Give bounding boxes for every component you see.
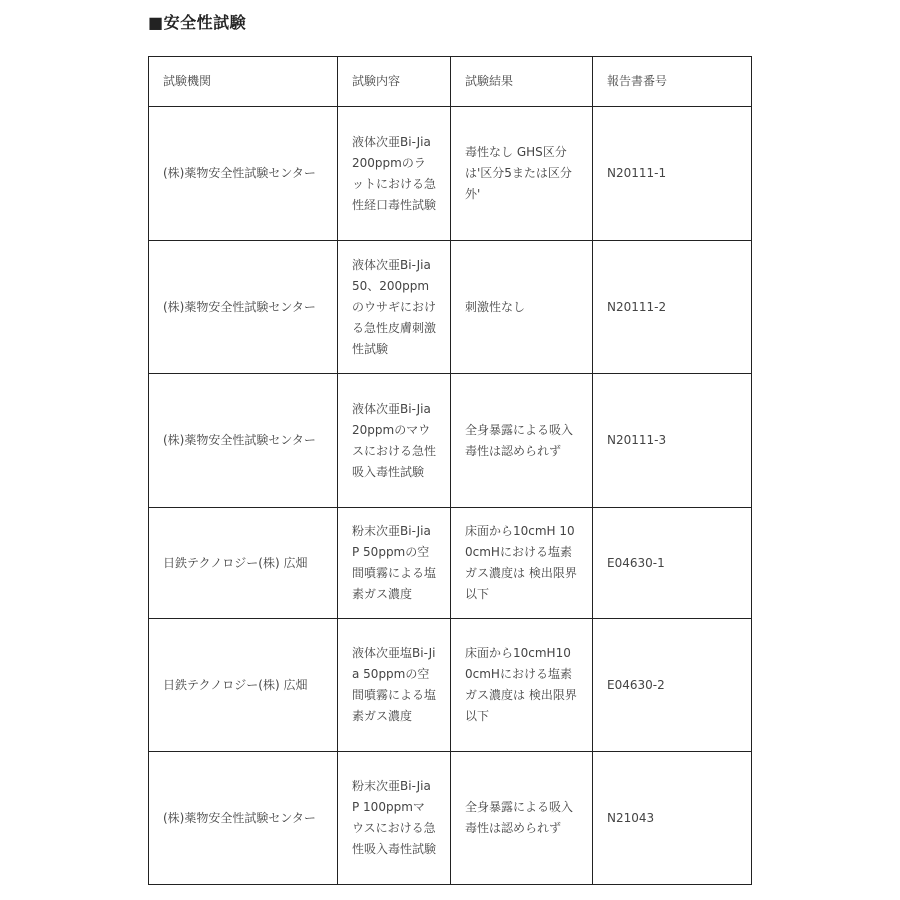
cell-report-number: N20111-2 (593, 241, 752, 374)
cell-organization: (株)薬物安全性試験センター (149, 374, 338, 508)
header-test-result: 試験結果 (451, 57, 593, 107)
table-row (149, 619, 752, 752)
cell-organization: (株)薬物安全性試験センター (149, 241, 338, 374)
cell-result: 全身暴露による吸入毒性は認められず (451, 374, 593, 508)
cell-content: 液体次亜Bi-Jia20ppmのマウスにおける急性吸入毒性試験 (338, 374, 451, 508)
cell-organization: 日鉄テクノロジー(株) 広畑 (149, 508, 338, 619)
safety-test-table (148, 56, 752, 885)
table-row (149, 374, 752, 508)
cell-report-number: N20111-3 (593, 374, 752, 508)
header-test-organization: 試験機関 (149, 57, 338, 107)
cell-result: 全身暴露による吸入毒性は認められず (451, 752, 593, 885)
table-header-row (149, 57, 752, 107)
header-test-content: 試験内容 (338, 57, 451, 107)
cell-content: 液体次亜塩Bi-Jia 50ppmの空間噴霧による塩素ガス濃度 (338, 619, 451, 752)
cell-report-number: E04630-2 (593, 619, 752, 752)
cell-content: 粉末次亜Bi-Jia P 100ppmマウスにおける急性吸入毒性試験 (338, 752, 451, 885)
cell-content: 液体次亜Bi-Jia 200ppmのラットにおける急性経口毒性試験 (338, 107, 451, 241)
cell-result: 床面から10cmH100cmHにおける塩素ガス濃度は 検出限界以下 (451, 619, 593, 752)
table-row (149, 107, 752, 241)
cell-result: 毒性なし GHS区分は'区分5または区分外' (451, 107, 593, 241)
cell-organization: 日鉄テクノロジー(株) 広畑 (149, 619, 338, 752)
cell-result: 刺激性なし (451, 241, 593, 374)
table-row (149, 508, 752, 619)
table-row (149, 241, 752, 374)
cell-organization: (株)薬物安全性試験センター (149, 107, 338, 241)
cell-result: 床面から10cmH 100cmHにおける塩素ガス濃度は 検出限界以下 (451, 508, 593, 619)
cell-report-number: E04630-1 (593, 508, 752, 619)
cell-content: 液体次亜Bi-Jia 50、200ppmのウサギにおける急性皮膚刺激性試験 (338, 241, 451, 374)
section-title: ■安全性試験 (148, 13, 247, 32)
cell-report-number: N21043 (593, 752, 752, 885)
cell-report-number: N20111-1 (593, 107, 752, 241)
header-report-number: 報告書番号 (593, 57, 752, 107)
cell-organization: (株)薬物安全性試験センター (149, 752, 338, 885)
table-row (149, 752, 752, 885)
cell-content: 粉末次亜Bi-Jia P 50ppmの空間噴霧による塩素ガス濃度 (338, 508, 451, 619)
